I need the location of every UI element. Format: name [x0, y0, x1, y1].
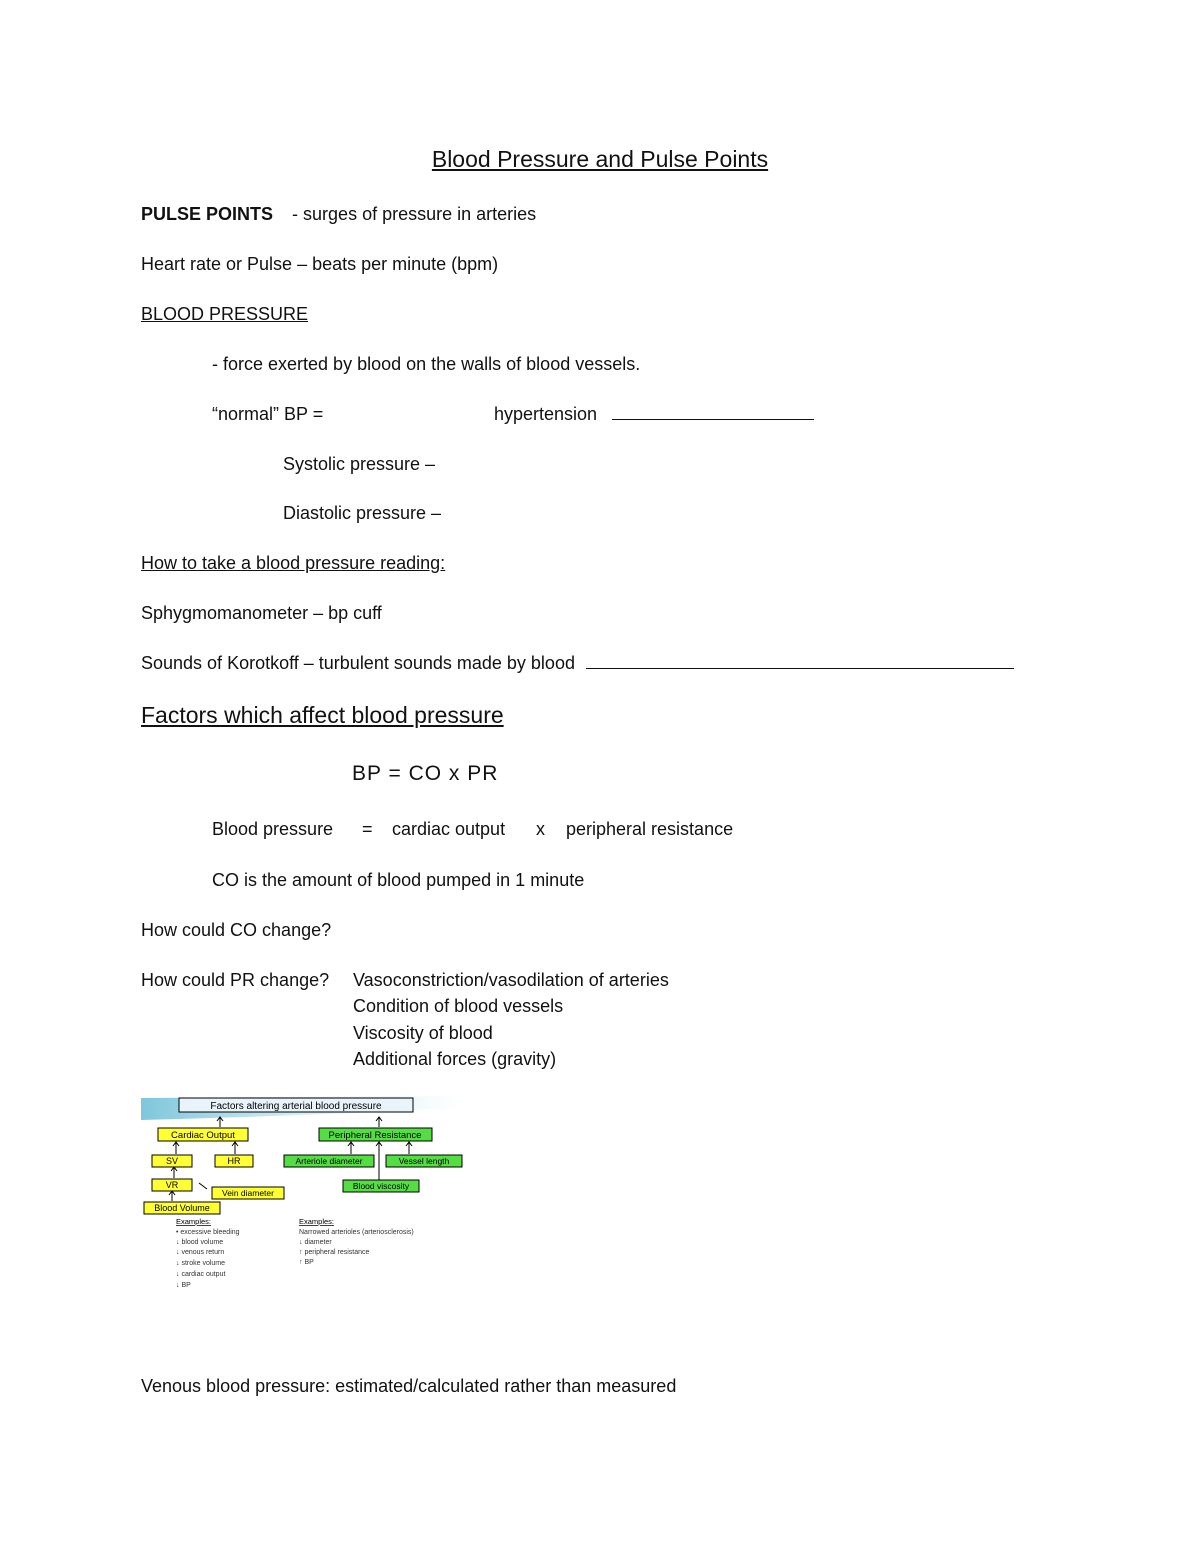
- diastolic-label: Diastolic pressure –: [283, 503, 442, 523]
- diagram-sv: SV: [165, 1156, 179, 1166]
- pr-answer: Condition of blood vessels: [353, 996, 564, 1016]
- diagram-examples-left-label: Examples:: [176, 1217, 212, 1226]
- heart-rate-line: Heart rate or Pulse – beats per minute (bpm): [141, 254, 499, 274]
- factors-heading: Factors which affect blood pressure: [141, 702, 504, 728]
- pulse-points-definition: - surges of pressure in arteries: [292, 204, 537, 224]
- diagram-left-example: ↓ cardiac output: [176, 1271, 226, 1278]
- korotkoff-text: Sounds of Korotkoff – turbulent sounds made by blood: [141, 653, 575, 673]
- diagram-left-example: • excessive bleeding: [176, 1229, 240, 1236]
- diagram-vessel-length: Vessel length: [398, 1156, 450, 1166]
- diagram-blood-viscosity: Blood viscosity: [352, 1181, 410, 1191]
- times-sign: x: [536, 819, 545, 839]
- diagram-blood-volume: Blood Volume: [154, 1203, 210, 1213]
- factors-diagram-svg: [141, 1094, 463, 1294]
- blood-pressure-heading: BLOOD PRESSURE: [141, 304, 309, 324]
- normal-bp-label: “normal” BP =: [212, 404, 324, 424]
- pulse-points-line: [141, 203, 536, 225]
- pr-answer: Viscosity of blood: [353, 1023, 493, 1043]
- diagram-cardiac-output: Cardiac Output: [171, 1130, 235, 1141]
- diagram-arteriole-diameter: Arteriole diameter: [295, 1156, 363, 1166]
- diagram-examples-right-label: Examples:: [299, 1217, 335, 1226]
- diagram-peripheral-resistance: Peripheral Resistance: [328, 1130, 422, 1141]
- co-definition: CO is the amount of blood pumped in 1 minute: [212, 870, 585, 890]
- diagram-vein-diameter: Vein diameter: [222, 1188, 274, 1198]
- diagram-hr: HR: [227, 1156, 241, 1166]
- hypertension-blank: [612, 403, 814, 420]
- diagram-left-example: ↓ BP: [176, 1282, 191, 1289]
- pulse-points-label: PULSE POINTS: [141, 204, 274, 224]
- hypertension-label: hypertension: [494, 404, 598, 424]
- venous-pressure-line: Venous blood pressure: estimated/calculated rather than measured: [141, 1376, 677, 1396]
- diagram-right-example: ↓ diameter: [299, 1239, 332, 1246]
- peripheral-resistance-label: peripheral resistance: [566, 819, 734, 839]
- pr-change-question: How could PR change?: [141, 970, 330, 990]
- reading-heading: How to take a blood pressure reading:: [141, 553, 446, 573]
- diagram-vr: VR: [165, 1180, 179, 1190]
- cardiac-output-label: cardiac output: [392, 819, 506, 839]
- diagram-right-example: ↑ BP: [299, 1259, 314, 1266]
- pr-answer: Vasoconstriction/vasodilation of arteries: [353, 970, 669, 990]
- diagram-right-example: Narrowed arterioles (arteriosclerosis): [299, 1229, 414, 1236]
- diagram-title: Factors altering arterial blood pressure: [210, 1101, 382, 1112]
- page-title: Blood Pressure and Pulse Points: [431, 146, 769, 172]
- diagram-left-example: ↓ venous return: [176, 1249, 225, 1256]
- systolic-label: Systolic pressure –: [283, 454, 436, 474]
- diagram-right-example: ↑ peripheral resistance: [299, 1249, 370, 1256]
- korotkoff-line: [141, 652, 1014, 674]
- korotkoff-blank: [586, 652, 1014, 669]
- pr-answer: Additional forces (gravity): [353, 1049, 557, 1069]
- bp-formula: BP = CO x PR: [352, 762, 499, 785]
- diagram-left-example: ↓ stroke volume: [176, 1260, 226, 1267]
- sphygmomanometer-line: Sphygmomanometer – bp cuff: [141, 603, 382, 623]
- co-change-question: How could CO change?: [141, 920, 332, 940]
- hypertension-line: [494, 403, 814, 425]
- bp-label: Blood pressure: [212, 819, 334, 839]
- equals-sign: =: [362, 819, 373, 839]
- factors-diagram: [141, 1094, 463, 1294]
- diagram-left-example: ↓ blood volume: [176, 1239, 224, 1246]
- blood-pressure-definition: - force exerted by blood on the walls of blood vessels.: [212, 354, 641, 374]
